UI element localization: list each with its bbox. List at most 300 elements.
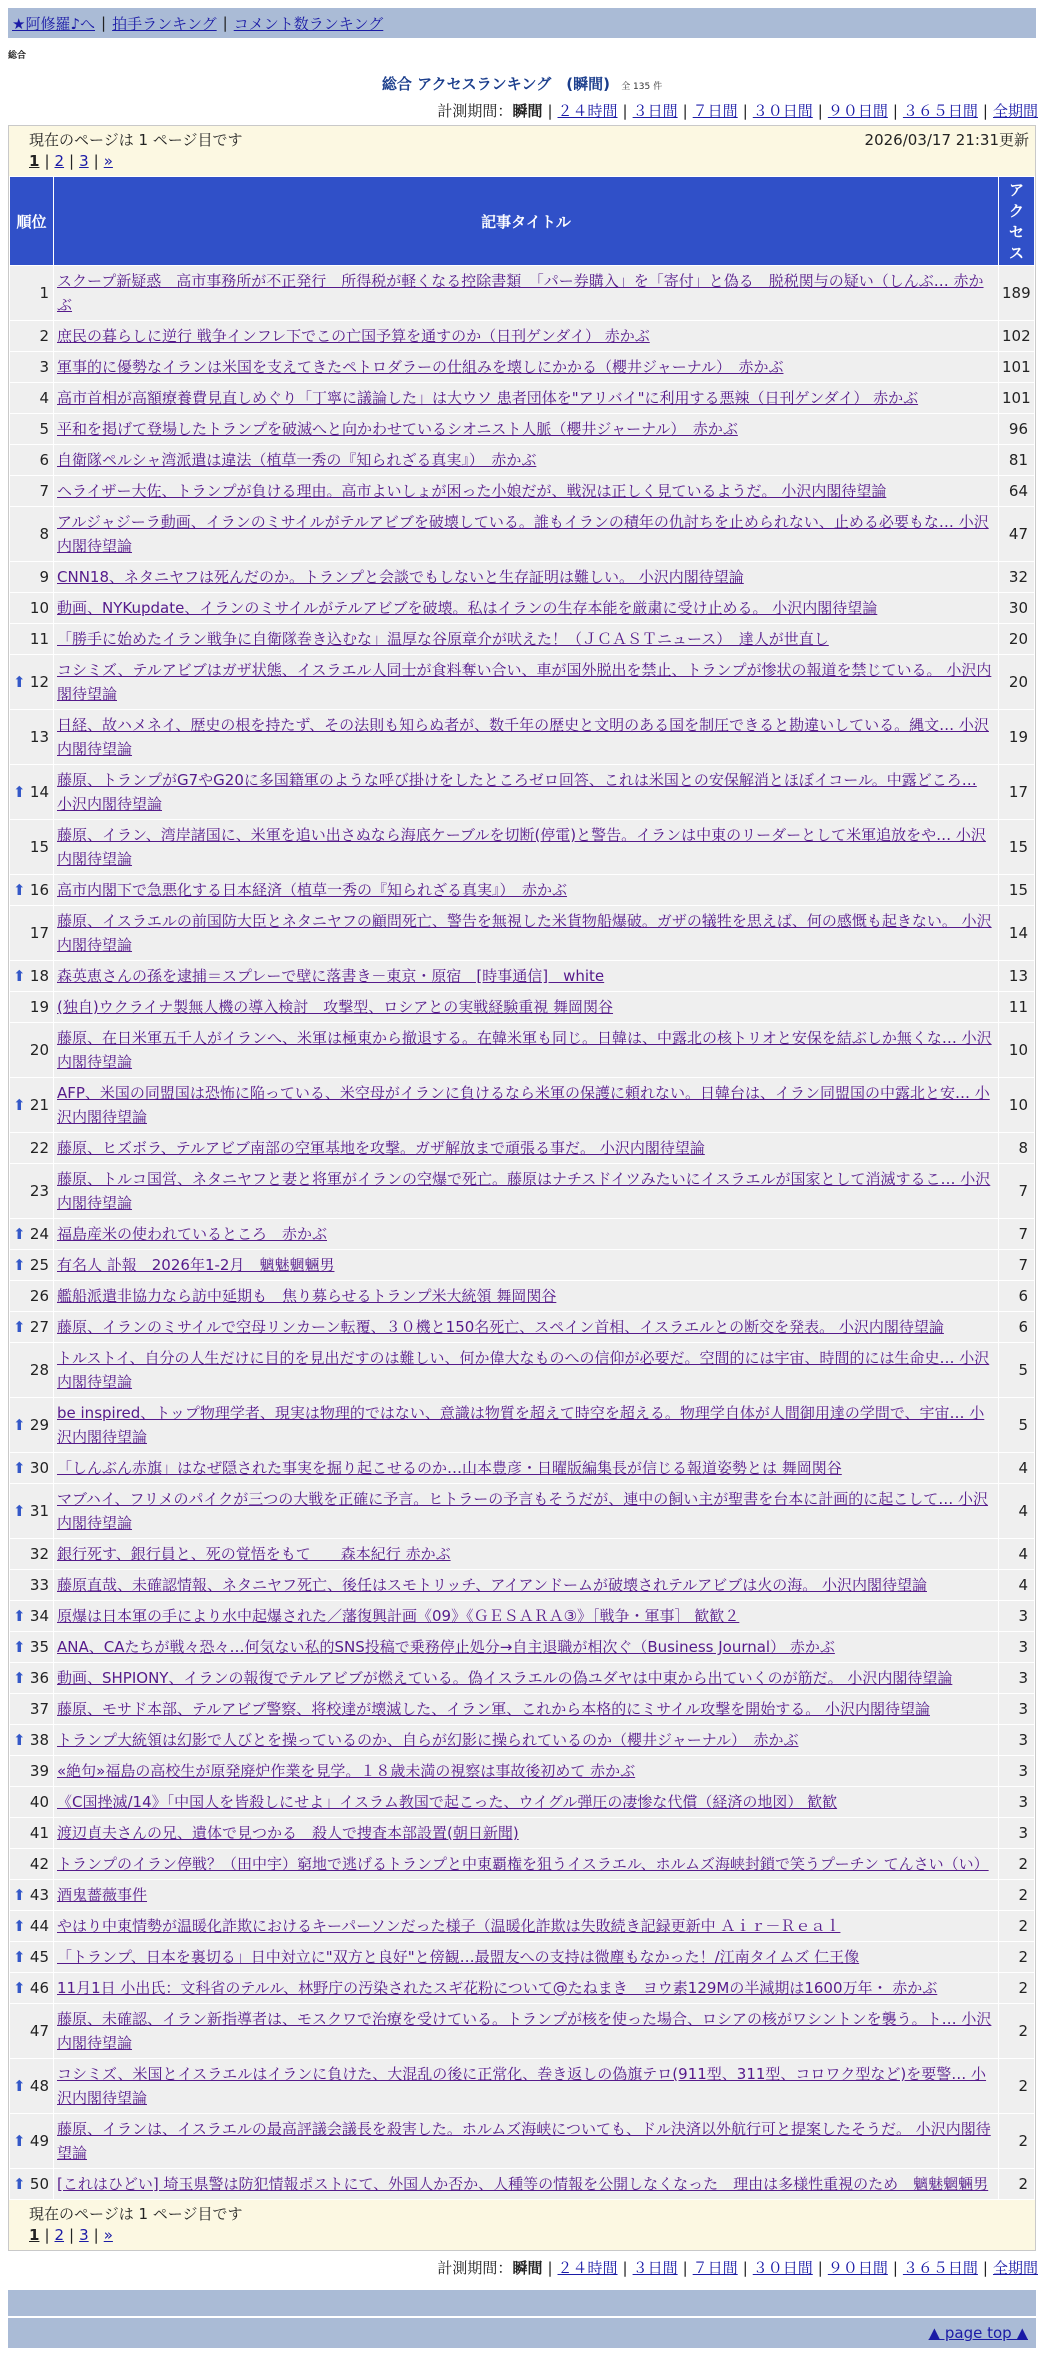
article-link[interactable]: トランプ大統領は幻影で人びとを操っているのか、自らが幻影に操られているのか（櫻井ジャーナル） 赤かぶ	[57, 1731, 799, 1749]
title-cell	[54, 1663, 999, 1694]
period-link[interactable]: ３０日間	[752, 102, 813, 120]
rank-cell	[10, 266, 54, 321]
title-cell	[54, 1539, 999, 1570]
rank-cell	[10, 1219, 54, 1250]
table-row	[10, 906, 1035, 961]
article-link[interactable]: 日経、故ハメネイ、歴史の根を持たず、その法則も知らぬ者が、数千年の歴史と文明のある国を制圧できると勘違いしている。縄文… 小沢内閣待望論	[57, 716, 989, 758]
article-link[interactable]: be inspired、トップ物理学者、現実は物理的ではない、意識は物質を超えて時空を超える。物理学自体が人間御用達の学問で、宇宙… 小沢内閣待望論	[57, 1404, 985, 1446]
rank-cell	[10, 1398, 54, 1453]
access-count: 81	[999, 445, 1035, 476]
period-separator: |	[892, 2259, 898, 2277]
rank-up-icon: ⬆	[13, 1096, 26, 1114]
ranking-heading	[0, 73, 1044, 94]
period-link[interactable]: ２４時間	[557, 2259, 618, 2277]
title-cell	[54, 2114, 999, 2169]
rank-up-icon: ⬆	[13, 673, 26, 691]
access-count: 6	[999, 1312, 1035, 1343]
period-link[interactable]: 全期間	[992, 102, 1038, 120]
rank-number: 35	[29, 1638, 49, 1656]
rank-number: 44	[29, 1917, 49, 1935]
rank-number: 6	[39, 451, 49, 469]
period-link[interactable]: ３６５日間	[902, 102, 978, 120]
table-row	[10, 2004, 1035, 2059]
rank-up-icon: ⬆	[13, 783, 26, 801]
access-count: 4	[999, 1453, 1035, 1484]
article-link[interactable]: 艦船派遣非協力なら訪中延期も 焦り募らせるトランプ米大統領 舞岡関谷	[57, 1287, 557, 1305]
table-row	[10, 562, 1035, 593]
table-row	[10, 1663, 1035, 1694]
rank-up-icon: ⬆	[13, 1502, 26, 1520]
rank-up-icon: ⬆	[13, 1948, 26, 1966]
page-separator: |	[93, 152, 99, 170]
page-link-current[interactable]: 1	[29, 2226, 40, 2244]
rank-number: 21	[29, 1096, 49, 1114]
rank-cell	[10, 1023, 54, 1078]
table-row	[10, 476, 1035, 507]
title-cell	[54, 710, 999, 765]
rank-cell	[10, 1632, 54, 1663]
period-label: 計測期間：	[437, 2259, 513, 2277]
article-link[interactable]: ヘライザー大佐、トランプが負ける理由。高市よいしょが困った小娘だが、戦況は正しく見ているようだ。 小沢内閣待望論	[57, 482, 887, 500]
article-link[interactable]: 「トランプ、日本を裏切る」日中対立に"双方と良好"と傍観…最盟友への支持は微塵もなかった！/江南タイムズ 仁王像	[57, 1948, 860, 1966]
article-link[interactable]: やはり中東情勢が温暖化詐欺におけるキーパーソンだった様子（温暖化詐欺は失敗続き記録更新中 Ａｉｒ－Ｒｅａｌ	[57, 1917, 841, 1935]
period-selector-top	[0, 100, 1038, 121]
header-count: アクセス	[999, 177, 1035, 266]
rank-up-icon: ⬆	[13, 1416, 26, 1434]
table-row	[10, 1250, 1035, 1281]
rank-number: 39	[29, 1762, 49, 1780]
table-row	[10, 765, 1035, 820]
rank-cell	[10, 1942, 54, 1973]
period-current: 瞬間	[512, 102, 543, 120]
access-count: 3	[999, 1787, 1035, 1818]
access-count: 19	[999, 710, 1035, 765]
access-count: 3	[999, 1725, 1035, 1756]
title-cell	[54, 562, 999, 593]
article-link[interactable]: 藤原、在日米軍五千人がイランへ、米軍は極東から撤退する。在韓米軍も同じ。日韓は、中露北の核トリオと安保を結ぶしか無くな… 小沢内閣待望論	[57, 1029, 992, 1071]
article-link[interactable]: 藤原、ヒズボラ、テルアビブ南部の空軍基地を攻撃。ガザ解放まで頑張る事だ。 小沢内閣待望論	[57, 1139, 705, 1157]
rank-number: 29	[29, 1416, 49, 1434]
top-nav-bar	[8, 8, 1036, 38]
table-row	[10, 1281, 1035, 1312]
table-row	[10, 1078, 1035, 1133]
access-count: 6	[999, 1281, 1035, 1312]
rank-number: 47	[29, 2022, 49, 2040]
article-link[interactable]: 藤原、モサド本部、テルアビブ警察、将校達が壊滅した、イラン軍、これから本格的にミサイル攻撃を開始する。 小沢内閣待望論	[57, 1700, 930, 1718]
access-count: 15	[999, 820, 1035, 875]
rank-cell	[10, 1133, 54, 1164]
title-cell	[54, 1281, 999, 1312]
article-link[interactable]: 原爆は日本軍の手により水中起爆された／藩復興計画《09》《ＧＥＳＡＲＡ③》［戦争・軍事］ 歓歓２	[57, 1607, 740, 1625]
rank-number: 14	[29, 783, 49, 801]
rank-number: 10	[29, 599, 49, 617]
footer-bar	[8, 2290, 1036, 2316]
rank-number: 23	[29, 1182, 49, 1200]
article-link[interactable]: コシミズ、米国とイスラエルはイランに負けた、大混乱の後に正常化、巻き返しの偽旗テロ(911型、311型、コロワク型など)を要警… 小沢内閣待望論	[57, 2065, 987, 2107]
page-link[interactable]: 3	[79, 152, 89, 170]
table-row	[10, 1694, 1035, 1725]
rank-number: 13	[29, 728, 49, 746]
current-page-text: 現在のページは 1 ページ目です	[29, 130, 243, 149]
article-link[interactable]: 藤原、未確認、イラン新指導者は、モスクワで治療を受けている。トランプが核を使った場合、ロシアの核がワシントンを襲う。ト… 小沢内閣待望論	[57, 2010, 992, 2052]
period-link[interactable]: ３６５日間	[902, 2259, 978, 2277]
access-count: 17	[999, 765, 1035, 820]
rank-number: 33	[29, 1576, 49, 1594]
access-count: 47	[999, 507, 1035, 562]
access-count: 3	[999, 1601, 1035, 1632]
rank-cell	[10, 445, 54, 476]
rank-cell	[10, 1250, 54, 1281]
table-row	[10, 1818, 1035, 1849]
period-separator: |	[817, 102, 823, 120]
rank-number: 46	[29, 1979, 49, 1997]
period-separator: |	[622, 2259, 628, 2277]
title-cell	[54, 992, 999, 1023]
article-link[interactable]: 《C国挫滅/14》「中国人を皆殺しにせよ」イスラム教国で起こった、ウイグル弾圧の凄惨な代償（経済の地図） 歓歓	[57, 1793, 838, 1811]
title-cell	[54, 1973, 999, 2004]
title-cell	[54, 1849, 999, 1880]
article-link[interactable]: アルジャジーラ動画、イランのミサイルがテルアビブを破壊している。誰もイランの積年の仇討ちを止められない、止める必要もな… 小沢内閣待望論	[57, 513, 989, 555]
rank-number: 3	[39, 358, 49, 376]
rank-up-icon: ⬆	[13, 1917, 26, 1935]
rank-number: 1	[39, 284, 49, 302]
rank-cell	[10, 1818, 54, 1849]
rank-up-icon: ⬆	[13, 1638, 26, 1656]
rank-cell	[10, 1663, 54, 1694]
rank-number: 38	[29, 1731, 49, 1749]
title-cell	[54, 1911, 999, 1942]
access-count: 96	[999, 414, 1035, 445]
article-link[interactable]: 高市首相が高額療養費見直しめぐり「丁寧に議論した」は大ウソ 患者団体を"アリバイ"に利用する悪辣（日刊ゲンダイ） 赤かぶ	[57, 389, 919, 407]
period-selector-bottom	[0, 2257, 1038, 2278]
table-row	[10, 1787, 1035, 1818]
article-link[interactable]: コシミズ、テルアビブはガザ状態、イスラエル人同士が食料奪い合い、車が国外脱出を禁止、トランプが惨状の報道を禁じている。 小沢内閣待望論	[57, 661, 992, 703]
article-link[interactable]: 軍事的に優勢なイランは米国を支えてきたペトロダラーの仕組みを壊しにかかる（櫻井ジャーナル） 赤かぶ	[57, 358, 784, 376]
rank-cell	[10, 383, 54, 414]
page-link[interactable]: 2	[54, 2226, 65, 2244]
rank-number: 19	[29, 998, 49, 1016]
rank-cell	[10, 710, 54, 765]
title-cell	[54, 1023, 999, 1078]
access-count: 2	[999, 1849, 1035, 1880]
table-row	[10, 1219, 1035, 1250]
table-row	[10, 655, 1035, 710]
title-cell	[54, 321, 999, 352]
article-link[interactable]: 「勝手に始めたイラン戦争に自衛隊巻き込むな」温厚な谷原章介が吠えた！（ＪＣＡＳＴニュース） 達人が世直し	[57, 630, 829, 648]
title-cell	[54, 1942, 999, 1973]
pager-top	[9, 126, 1035, 176]
article-link[interactable]: 藤原、イラン、湾岸諸国に、米軍を追い出さぬなら海底ケーブルを切断(停電)と警告。イランは中東のリーダーとして米軍追放をや… 小沢内閣待望論	[57, 826, 986, 868]
access-count: 64	[999, 476, 1035, 507]
current-page-text: 現在のページは 1 ページ目です	[29, 2204, 243, 2223]
rank-number: 18	[29, 967, 49, 985]
access-count: 5	[999, 1343, 1035, 1398]
article-link[interactable]: 酒鬼薔薇事件	[57, 1886, 148, 1904]
article-link[interactable]: 藤原、トルコ国営、ネタニヤフと妻と将軍がイランの空爆で死亡。藤原はナチスドイツみたいにイスラエルが国家として消滅するこ… 小沢内閣待望論	[57, 1170, 991, 1212]
period-link[interactable]: ９０日間	[827, 102, 888, 120]
nav-link-asyura[interactable]: ★阿修羅♪へ	[12, 14, 96, 33]
article-link[interactable]: [これはひどい] 埼玉県警は防犯情報ポストにて、外国人か否か、人種等の情報を公開しなくなった 理由は多様性重視のため 魑魅魍魎男	[57, 2175, 989, 2193]
rank-up-icon: ⬆	[13, 2132, 26, 2150]
rank-number: 43	[29, 1886, 49, 1904]
rank-cell	[10, 1453, 54, 1484]
rank-number: 48	[29, 2077, 49, 2095]
table-row	[10, 383, 1035, 414]
period-separator: |	[742, 2259, 748, 2277]
title-cell	[54, 1398, 999, 1453]
page-link[interactable]: »	[103, 152, 113, 170]
period-separator: |	[742, 102, 748, 120]
rank-number: 26	[29, 1287, 49, 1305]
table-row	[10, 1484, 1035, 1539]
article-link[interactable]: CNN18、ネタニヤフは死んだのか。トランプと会談でもしないと生存証明は難しい。 小沢内閣待望論	[57, 568, 744, 586]
article-link[interactable]: 藤原、イランは、イスラエルの最高評議会議長を殺害した。ホルムズ海峡についても、ドル決済以外航行可と提案したそうだ。 小沢内閣待望論	[57, 2120, 991, 2162]
rank-cell	[10, 2059, 54, 2114]
access-count: 2	[999, 2169, 1035, 2200]
nav-separator: |	[101, 14, 107, 32]
title-cell	[54, 1632, 999, 1663]
article-link[interactable]: マブハイ、フリメのパイクが三つの大戦を正確に予言。ヒトラーの予言もそうだが、連中の飼い主が聖書を台本に計画的に起こして… 小沢内閣待望論	[57, 1490, 989, 1532]
table-row	[10, 1133, 1035, 1164]
rank-number: 25	[29, 1256, 49, 1274]
rank-cell	[10, 593, 54, 624]
title-cell	[54, 765, 999, 820]
page-links	[29, 2224, 1029, 2246]
period-link[interactable]: ３日間	[632, 102, 678, 120]
period-separator: |	[547, 2259, 553, 2277]
title-cell	[54, 414, 999, 445]
period-separator: |	[892, 102, 898, 120]
table-row	[10, 1880, 1035, 1911]
article-link[interactable]: 動画、SHPIONY、イランの報復でテルアビブが燃えている。偽イスラエルの偽ユダヤは中東から出ていくのが筋だ。 小沢内閣待望論	[57, 1669, 953, 1687]
footer-bar-pagetop	[8, 2318, 1036, 2348]
title-cell	[54, 2059, 999, 2114]
title-cell	[54, 820, 999, 875]
period-link[interactable]: ７日間	[692, 102, 738, 120]
rank-cell	[10, 1281, 54, 1312]
article-link[interactable]: «絶句»福島の高校生が原発廃炉作業を見学。１８歳未満の視察は事故後初めて 赤かぶ	[57, 1762, 636, 1780]
nav-link-clap-ranking[interactable]: 拍手ランキング	[112, 14, 217, 33]
rank-cell	[10, 820, 54, 875]
article-link[interactable]: 自衛隊ペルシャ湾派遣は違法（植草一秀の『知られざる真実』） 赤かぶ	[57, 451, 537, 469]
article-link[interactable]: 「しんぶん赤旗」はなぜ隠された事実を掘り起こせるのか…山本豊彦・日曜版編集長が信じる報道姿勢とは 舞岡関谷	[57, 1459, 842, 1477]
rank-up-icon: ⬆	[13, 1459, 26, 1477]
article-link[interactable]: 11月1日 小出氏：文科省のテルル、林野庁の汚染されたスギ花粉について@たねまき ヨウ素129Mの半減期は1600万年・ 赤かぶ	[57, 1979, 938, 1997]
access-count: 3	[999, 1632, 1035, 1663]
period-link[interactable]: ２４時間	[557, 102, 618, 120]
rank-number: 11	[29, 630, 49, 648]
title-cell	[54, 507, 999, 562]
article-link[interactable]: 藤原直哉、未確認情報、ネタニヤフ死亡、後任はスモトリッチ、アイアンドームが破壊されテルアビブは火の海。 小沢内閣待望論	[57, 1576, 927, 1594]
article-link[interactable]: トランプのイラン停戦？（田中宇）窮地で逃げるトランプと中東覇権を狙うイスラエル、ホルムズ海峡封鎖で笑うプーチン てんさい（い）	[57, 1855, 989, 1873]
period-link[interactable]: ３日間	[632, 2259, 678, 2277]
access-count: 2	[999, 1911, 1035, 1942]
table-row	[10, 710, 1035, 765]
page-link[interactable]: »	[103, 2226, 113, 2244]
title-cell	[54, 1250, 999, 1281]
category-label: 総合	[8, 51, 27, 61]
rank-number: 37	[29, 1700, 49, 1718]
title-cell	[54, 383, 999, 414]
table-row	[10, 1539, 1035, 1570]
rank-cell	[10, 321, 54, 352]
title-cell	[54, 1818, 999, 1849]
rank-cell	[10, 1911, 54, 1942]
updated-time: 2026/03/17 21:31更新	[864, 130, 1029, 149]
rank-up-icon: ⬆	[13, 2175, 26, 2193]
rank-number: 32	[29, 1545, 49, 1563]
table-row	[10, 1632, 1035, 1663]
access-count: 20	[999, 624, 1035, 655]
title-cell	[54, 1880, 999, 1911]
title-cell	[54, 655, 999, 710]
title-cell	[54, 1725, 999, 1756]
access-count: 32	[999, 562, 1035, 593]
article-link[interactable]: 動画、NYKupdate、イランのミサイルがテルアビブを破壊。私はイランの生存本能を厳粛に受け止める。 小沢内閣待望論	[57, 599, 878, 617]
title-cell	[54, 352, 999, 383]
rank-up-icon: ⬆	[13, 1256, 26, 1274]
rank-cell	[10, 2169, 54, 2200]
access-count: 101	[999, 352, 1035, 383]
access-count: 2	[999, 1880, 1035, 1911]
rank-number: 30	[29, 1459, 49, 1477]
header-rank: 順位	[10, 177, 54, 266]
rank-number: 16	[29, 881, 49, 899]
rank-number: 41	[29, 1824, 49, 1842]
table-row	[10, 1601, 1035, 1632]
access-count: 5	[999, 1398, 1035, 1453]
table-row	[10, 352, 1035, 383]
rank-cell	[10, 1539, 54, 1570]
article-link[interactable]: ANA、CAたちが戦々恐々…何気ない私的SNS投稿で乗務停止処分→自主退職が相次ぐ（Business Journal） 赤かぶ	[57, 1638, 835, 1656]
access-count: 3	[999, 1694, 1035, 1725]
article-link[interactable]: トルストイ、自分の人生だけに目的を見出だすのは難しい、何か偉大なものへの信仰が必要だ。空間的には宇宙、時間的には生命史… 小沢内閣待望論	[57, 1349, 990, 1391]
period-link[interactable]: ７日間	[692, 2259, 738, 2277]
article-link[interactable]: (独自)ウクライナ製無人機の導入検討 攻撃型、ロシアとの実戦経験重視 舞岡関谷	[57, 998, 614, 1016]
rank-cell	[10, 1880, 54, 1911]
article-link[interactable]: 庶民の暮らしに逆行 戦争インフレ下でこの亡国予算を通すのか（日刊ゲンダイ） 赤かぶ	[57, 327, 650, 345]
title-cell	[54, 1078, 999, 1133]
rank-number: 40	[29, 1793, 49, 1811]
table-row	[10, 1849, 1035, 1880]
article-link[interactable]: 銀行死す、銀行員と、死の覚悟をもて 森本紀行 赤かぶ	[57, 1545, 451, 1563]
rank-number: 50	[29, 2175, 49, 2193]
rank-number: 45	[29, 1948, 49, 1966]
rank-up-icon: ⬆	[13, 1886, 26, 1904]
access-count: 11	[999, 992, 1035, 1023]
table-row	[10, 2169, 1035, 2200]
access-count: 102	[999, 321, 1035, 352]
table-row	[10, 1343, 1035, 1398]
table-row	[10, 593, 1035, 624]
table-row	[10, 1023, 1035, 1078]
title-cell	[54, 1570, 999, 1601]
period-link[interactable]: ９０日間	[827, 2259, 888, 2277]
period-separator: |	[547, 102, 553, 120]
rank-cell	[10, 1601, 54, 1632]
rank-number: 27	[29, 1318, 49, 1336]
rank-cell	[10, 1078, 54, 1133]
table-row	[10, 875, 1035, 906]
page-link[interactable]: 3	[79, 2226, 89, 2244]
period-separator: |	[982, 2259, 988, 2277]
article-link[interactable]: 森英恵さんの孫を逮捕＝スプレーで壁に落書き－東京・原宿 [時事通信] white	[57, 967, 605, 985]
access-count: 30	[999, 593, 1035, 624]
period-link[interactable]: ３０日間	[752, 2259, 813, 2277]
rank-number: 31	[29, 1502, 49, 1520]
article-link[interactable]: スクープ新疑惑 高市事務所が不正発行 所得税が軽くなる控除書類 「パー券購入」を「寄付」と偽る 脱税関与の疑い（しんぶ… 赤かぶ	[57, 272, 984, 314]
table-row	[10, 1942, 1035, 1973]
title-cell	[54, 1601, 999, 1632]
table-row	[10, 1164, 1035, 1219]
ranking-container	[8, 125, 1036, 2251]
access-count: 2	[999, 1942, 1035, 1973]
period-link[interactable]: 全期間	[992, 2259, 1038, 2277]
nav-separator: |	[222, 14, 228, 32]
rank-number: 36	[29, 1669, 49, 1687]
rank-number: 24	[29, 1225, 49, 1243]
rank-number: 20	[29, 1041, 49, 1059]
access-count: 2	[999, 1973, 1035, 2004]
rank-up-icon: ⬆	[13, 1607, 26, 1625]
rank-cell	[10, 875, 54, 906]
rank-number: 17	[29, 924, 49, 942]
rank-number: 12	[29, 673, 49, 691]
article-link[interactable]: 高市内閣下で急悪化する日本経済（植草一秀の『知られざる真実』） 赤かぶ	[57, 881, 568, 899]
access-count: 2	[999, 2059, 1035, 2114]
page-top-link[interactable]: ▲ page top ▲	[928, 2324, 1028, 2342]
pager-bottom	[9, 2200, 1035, 2250]
article-link[interactable]: 福島産米の使われているところ 赤かぶ	[57, 1225, 328, 1243]
article-link[interactable]: 有名人 訃報 2026年1-2月 魑魅魍魎男	[57, 1256, 335, 1274]
page-link-current[interactable]: 1	[29, 152, 40, 170]
article-link[interactable]: 藤原、イランのミサイルで空母リンカーン転覆、３０機と150名死亡、スペイン首相、イスラエルとの断交を発表。 小沢内閣待望論	[57, 1318, 944, 1336]
table-row	[10, 445, 1035, 476]
page-link[interactable]: 2	[54, 152, 65, 170]
rank-cell	[10, 1787, 54, 1818]
period-separator: |	[682, 102, 688, 120]
access-count: 4	[999, 1570, 1035, 1601]
rank-number: 34	[29, 1607, 49, 1625]
article-link[interactable]: 藤原、イスラエルの前国防大臣とネタニヤフの顧問死亡、警告を無視した米貨物船爆破。ガザの犠牲を思えば、何の感慨も起きない。 小沢内閣待望論	[57, 912, 992, 954]
rank-cell	[10, 1484, 54, 1539]
article-link[interactable]: AFP、米国の同盟国は恐怖に陥っている、米空母がイランに負けるなら米軍の保護に頼れない。日韓台は、イラン同盟国の中露北と安… 小沢内閣待望論	[57, 1084, 990, 1126]
rank-number: 9	[39, 568, 49, 586]
rank-cell	[10, 906, 54, 961]
title-cell	[54, 2169, 999, 2200]
rank-cell	[10, 1756, 54, 1787]
access-count: 10	[999, 1078, 1035, 1133]
rank-up-icon: ⬆	[13, 1979, 26, 1997]
rank-cell	[10, 655, 54, 710]
access-count: 189	[999, 266, 1035, 321]
article-link[interactable]: 藤原、トランプがG7やG20に多国籍軍のような呼び掛けをしたところゼロ回答、これは米国との安保解消とほぼイコール。中露どころ… 小沢内閣待望論	[57, 771, 977, 813]
rank-up-icon: ⬆	[13, 1225, 26, 1243]
article-link[interactable]: 渡辺貞夫さんの兄、遺体で見つかる 殺人で捜査本部設置(朝日新聞)	[57, 1824, 519, 1842]
rank-cell	[10, 2004, 54, 2059]
nav-link-comment-ranking[interactable]: コメント数ランキング	[233, 14, 384, 33]
access-count: 20	[999, 655, 1035, 710]
rank-up-icon: ⬆	[13, 881, 26, 899]
article-link[interactable]: 平和を掲げて登場したトランプを破滅へと向かわせているシオニスト人脈（櫻井ジャーナル） 赤かぶ	[57, 420, 738, 438]
rank-cell	[10, 1164, 54, 1219]
ranking-rows	[10, 266, 1035, 2200]
rank-up-icon: ⬆	[13, 1731, 26, 1749]
rank-cell	[10, 1570, 54, 1601]
page-separator: |	[69, 2226, 75, 2244]
access-count: 7	[999, 1219, 1035, 1250]
title-cell	[54, 1343, 999, 1398]
